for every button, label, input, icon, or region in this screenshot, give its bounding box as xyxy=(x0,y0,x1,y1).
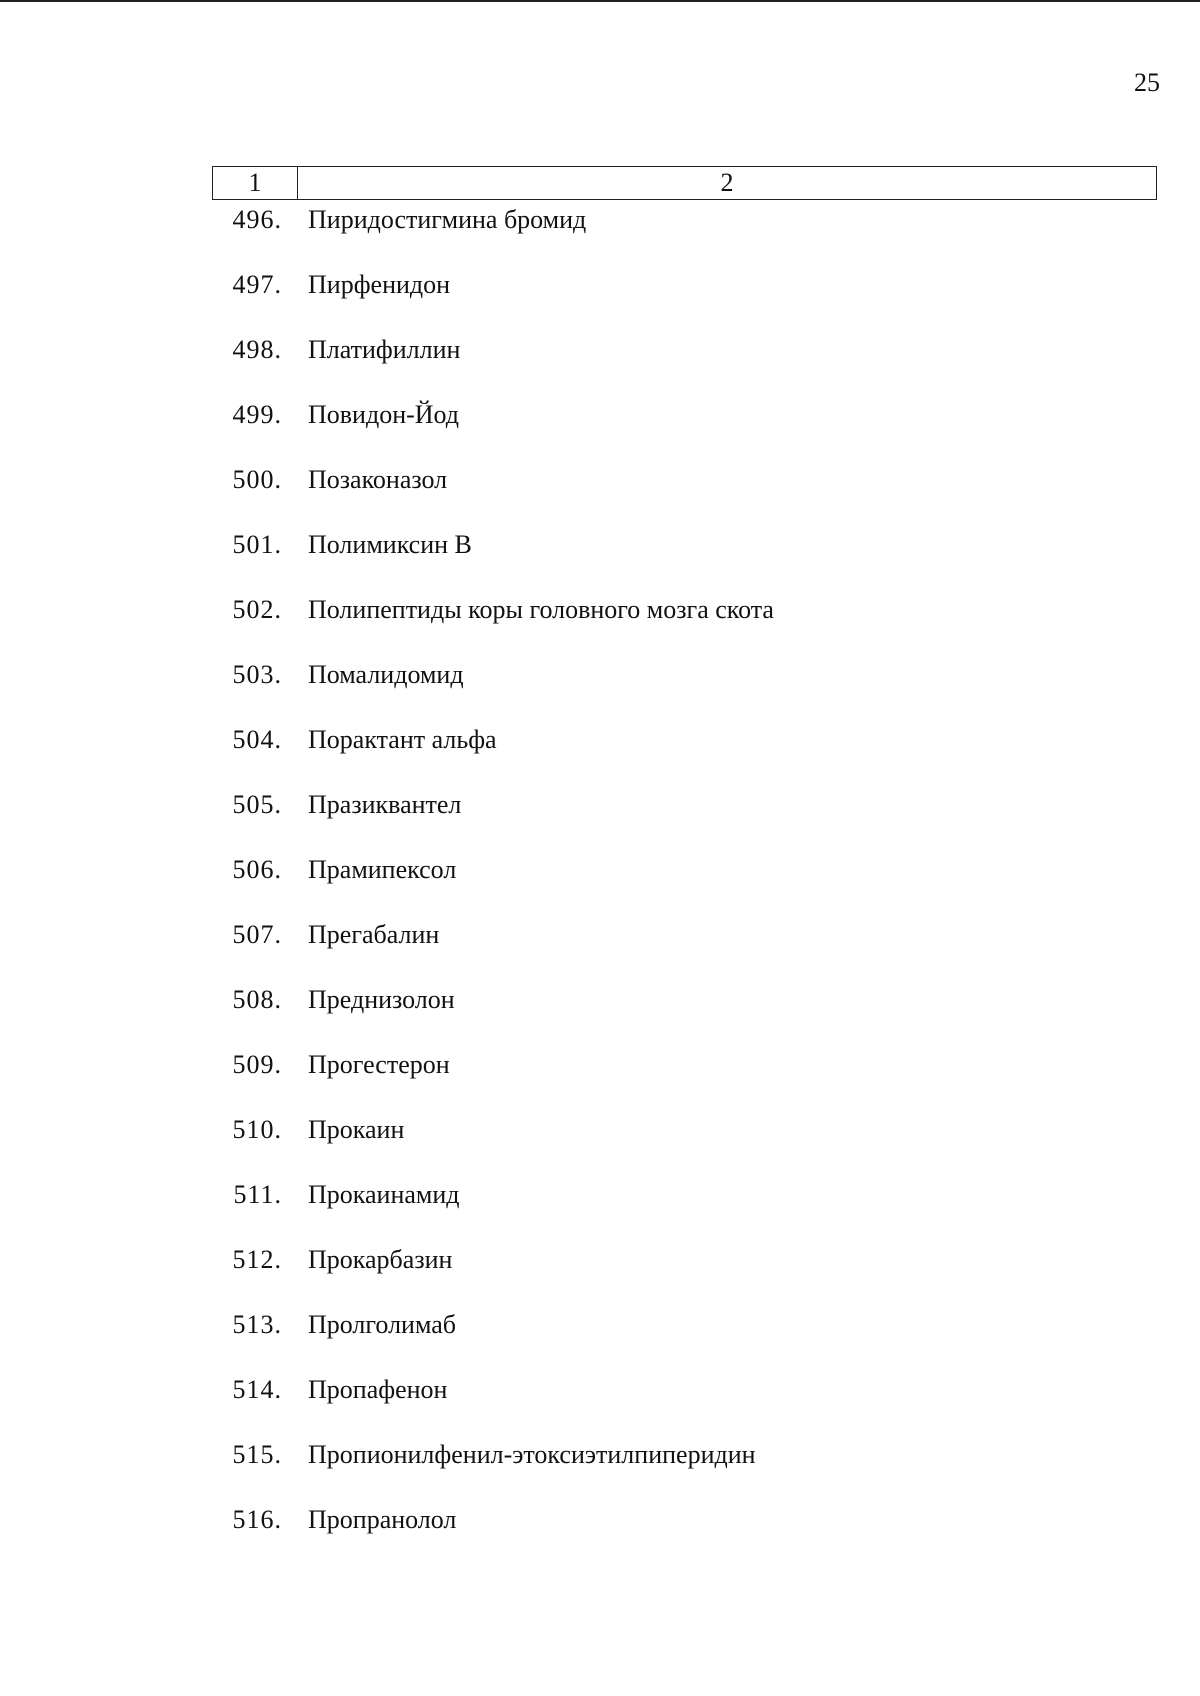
drug-name: Позаконазол xyxy=(308,465,448,494)
row-number: 516. xyxy=(232,1505,282,1534)
drug-name: Пропафенон xyxy=(308,1375,448,1404)
row-number: 498. xyxy=(232,335,282,364)
row-number: 507. xyxy=(232,920,282,949)
table-row xyxy=(212,200,586,240)
drug-name: Пирфенидон xyxy=(308,270,451,299)
row-number: 515. xyxy=(232,1440,282,1469)
table-row xyxy=(212,655,464,695)
table-row xyxy=(212,1370,447,1410)
drug-name: Преднизолон xyxy=(308,985,455,1014)
row-number: 497. xyxy=(232,270,282,299)
drug-name: Полимиксин B xyxy=(308,530,472,559)
drug-name: Пропионилфенил-этоксиэтилпиперидин xyxy=(308,1440,756,1469)
header-column-1: 1 xyxy=(213,167,298,199)
row-number: 508. xyxy=(232,985,282,1014)
table-row xyxy=(212,330,460,370)
table-row xyxy=(212,590,774,630)
table-row xyxy=(212,720,497,760)
row-number: 505. xyxy=(232,790,282,819)
row-number: 496. xyxy=(232,205,282,234)
table-header xyxy=(212,166,1157,200)
row-number: 499. xyxy=(232,400,282,429)
table-row xyxy=(212,1500,456,1540)
table-row xyxy=(212,980,455,1020)
drug-name: Прокаин xyxy=(308,1115,405,1144)
drug-name: Пролголимаб xyxy=(308,1310,457,1339)
drug-name: Прегабалин xyxy=(308,920,440,949)
drug-name: Прокаинамид xyxy=(308,1180,460,1209)
table-row xyxy=(212,1110,404,1150)
row-number: 514. xyxy=(232,1375,282,1404)
table-row xyxy=(212,525,472,565)
drug-name: Празиквантел xyxy=(308,790,462,819)
row-number: 503. xyxy=(232,660,282,689)
table-row xyxy=(212,1175,460,1215)
table-row xyxy=(212,1240,452,1280)
row-number: 511. xyxy=(233,1180,282,1209)
table-row xyxy=(212,395,459,435)
table-row xyxy=(212,850,456,890)
drug-name: Пиридостигмина бромид xyxy=(308,205,587,234)
row-number: 500. xyxy=(232,465,282,494)
table-row xyxy=(212,460,447,500)
row-number: 502. xyxy=(232,595,282,624)
top-border-line xyxy=(0,0,1200,2)
row-number: 506. xyxy=(232,855,282,884)
table-row xyxy=(212,1305,456,1345)
drug-name: Повидон-Йод xyxy=(308,400,460,429)
drug-name: Прамипексол xyxy=(308,855,457,884)
table-row xyxy=(212,1045,450,1085)
page-number: 25 xyxy=(1134,68,1160,97)
row-number: 510. xyxy=(232,1115,282,1144)
header-column-2: 2 xyxy=(720,168,734,197)
row-number: 501. xyxy=(232,530,282,559)
table-row xyxy=(212,915,439,955)
row-number: 513. xyxy=(232,1310,282,1339)
drug-name: Прокарбазин xyxy=(308,1245,453,1274)
drug-name: Полипептиды коры головного мозга скота xyxy=(308,595,774,624)
row-number: 504. xyxy=(232,725,282,754)
drug-name: Порактант альфа xyxy=(308,725,497,754)
table-row xyxy=(212,265,450,305)
drug-name: Пропранолол xyxy=(308,1505,457,1534)
drug-name: Платифиллин xyxy=(308,335,461,364)
row-number: 509. xyxy=(232,1050,282,1079)
table-row xyxy=(212,1435,756,1475)
drug-name: Помалидомид xyxy=(308,660,464,689)
row-number: 512. xyxy=(232,1245,282,1274)
drug-name: Прогестерон xyxy=(308,1050,450,1079)
table-row xyxy=(212,785,461,825)
